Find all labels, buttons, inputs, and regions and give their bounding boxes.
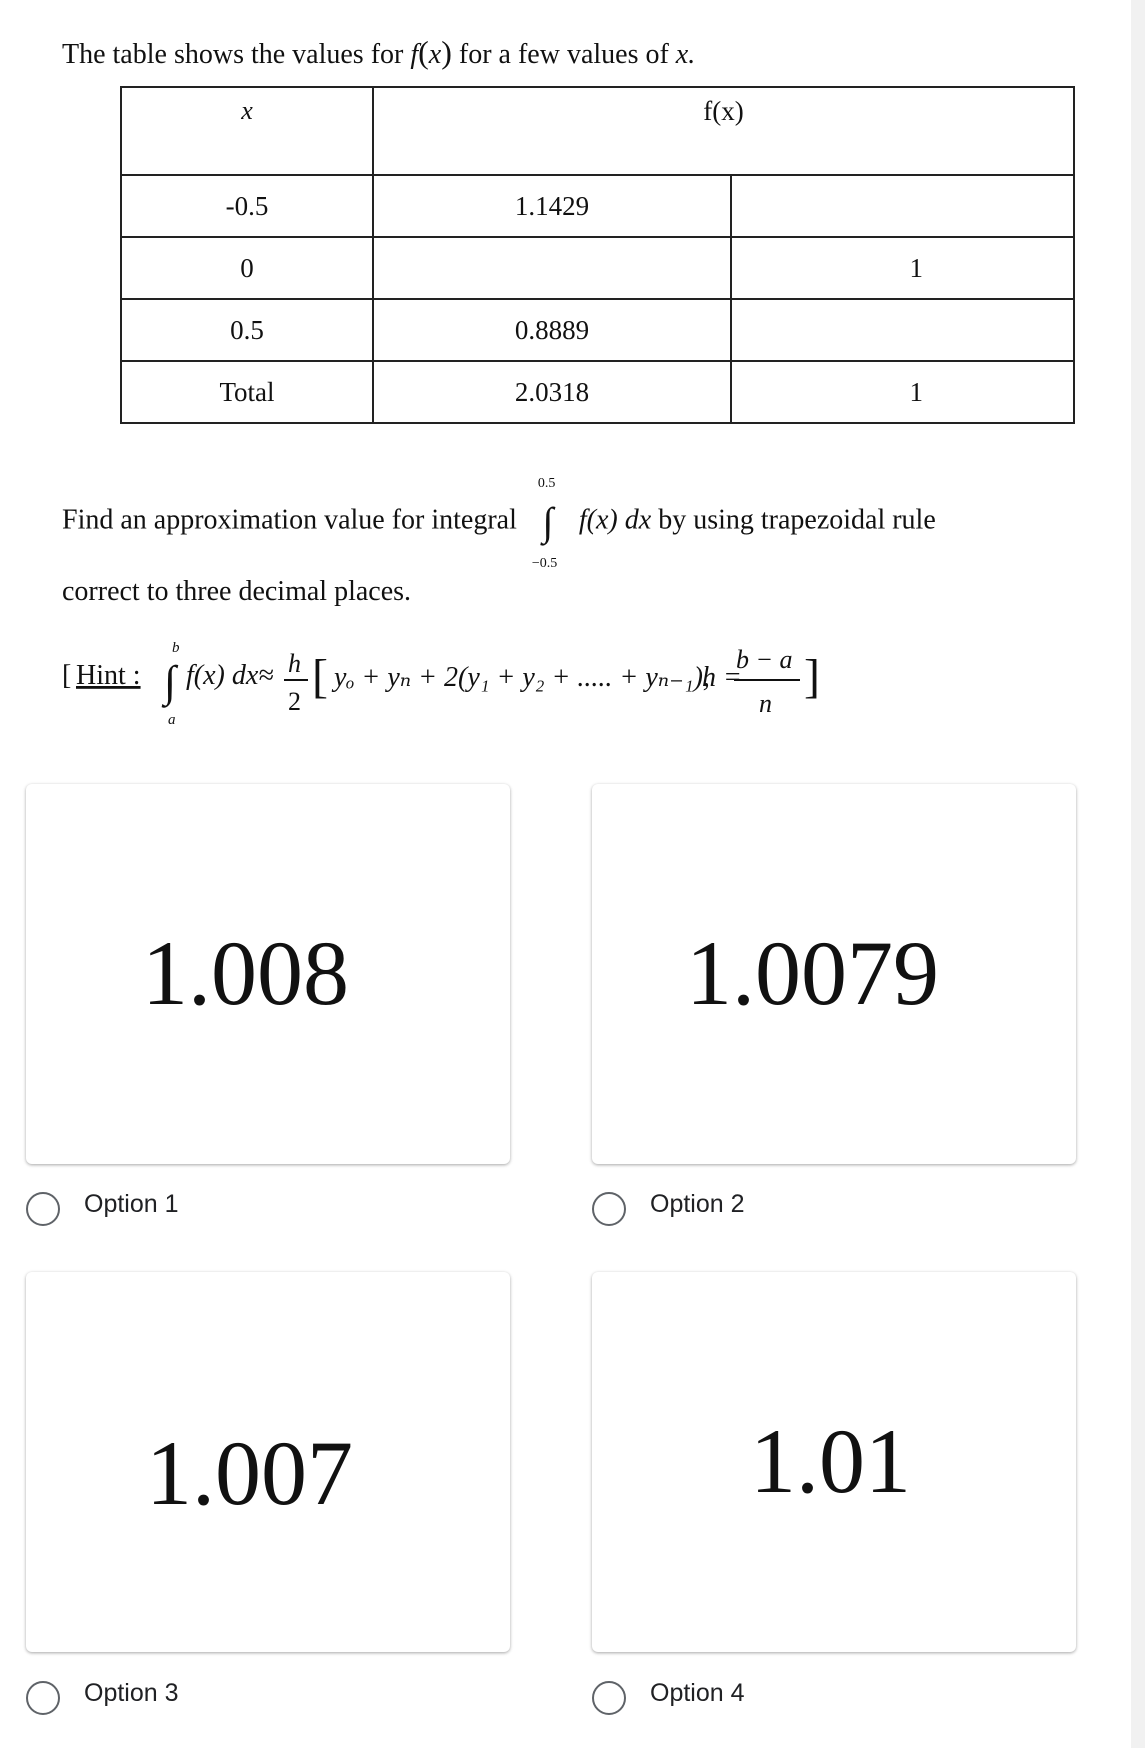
option-2-label[interactable]: Option 2 [650, 1190, 745, 1218]
table-cell: Total [121, 361, 373, 423]
question-intro: The table shows the values for f(x) for a few values of x. [62, 34, 696, 70]
option-1-label[interactable]: Option 1 [84, 1190, 179, 1218]
table-cell: 0 [121, 237, 373, 299]
hint-h-num: b − a [736, 645, 793, 674]
prompt-after: by using trapezoidal rule [658, 504, 936, 536]
prompt-line2: correct to three decimal places. [62, 576, 412, 607]
table-cell: -0.5 [121, 175, 373, 237]
hint-formula [62, 634, 962, 744]
hint-frac-den: 2 [288, 687, 301, 716]
intro-func: f [410, 39, 419, 70]
intro-var-end: x. [675, 39, 696, 70]
option-1-radio[interactable] [26, 1192, 60, 1226]
hint-frac-num: h [288, 649, 301, 678]
option-4-radio[interactable] [592, 1681, 626, 1715]
table-cell [731, 175, 1074, 237]
integrand: f(x) dx [578, 504, 652, 536]
intro-var: x [428, 39, 442, 70]
option-3-radio[interactable] [26, 1681, 60, 1715]
option-3-image-card[interactable] [26, 1272, 510, 1652]
page-scrollbar[interactable] [1131, 0, 1145, 1748]
hint-lhs: f(x) dx≈ [186, 660, 274, 691]
table-cell [373, 237, 731, 299]
integral-upper-limit: 0.5 [537, 476, 556, 491]
integral-icon: ∫ [164, 657, 177, 706]
option-1-image-card[interactable] [26, 784, 510, 1164]
table-header-row [121, 87, 1074, 175]
values-table [120, 86, 1075, 424]
integral-lower-limit: −0.5 [531, 556, 558, 571]
option-3-label[interactable]: Option 3 [84, 1679, 179, 1707]
prompt-before: Find an approximation value for integral [62, 504, 517, 536]
hint-bracket-open: [ [312, 650, 328, 703]
option-1-value: 1.008 [142, 922, 349, 1024]
header-x: x [121, 87, 373, 175]
hint-lim-upper: b [172, 640, 180, 656]
option-2-image-card[interactable] [592, 784, 1076, 1164]
table-row [121, 361, 1074, 423]
option-2-radio[interactable] [592, 1192, 626, 1226]
table-cell [731, 299, 1074, 361]
hint-h-den: n [759, 689, 772, 718]
option-3-value: 1.007 [146, 1422, 353, 1524]
table-row [121, 237, 1074, 299]
table-cell: 2.0318 [373, 361, 731, 423]
header-fx: f(x) [373, 87, 1074, 175]
option-4-label[interactable]: Option 4 [650, 1679, 745, 1707]
hint-lim-lower: a [168, 712, 176, 728]
hint-open: [ [62, 660, 72, 691]
integral-icon: 0.5 ∫ −0.5 [531, 476, 558, 571]
table-row [121, 299, 1074, 361]
hint-sum: yₒ + yₙ + 2(y₁ + y₂ + ..... + yₙ₋₁), [334, 662, 710, 693]
table-cell: 0.8889 [373, 299, 731, 361]
option-4-image-card[interactable] [592, 1272, 1076, 1652]
hint-close: ] [804, 650, 820, 703]
table-cell: 1.1429 [373, 175, 731, 237]
table-cell: 0.5 [121, 299, 373, 361]
table-cell: 1 [731, 237, 1074, 299]
question-prompt [62, 476, 936, 571]
intro-before: The table shows the values for [62, 39, 404, 70]
table-cell: 1 [731, 361, 1074, 423]
hint-label: Hint : [76, 660, 141, 691]
intro-after: for a few values of [458, 39, 669, 70]
table-row [121, 175, 1074, 237]
option-4-value: 1.01 [750, 1410, 911, 1512]
option-2-value: 1.0079 [686, 922, 939, 1024]
hint-h-eq: h = [702, 662, 742, 693]
question-image [0, 0, 1145, 760]
